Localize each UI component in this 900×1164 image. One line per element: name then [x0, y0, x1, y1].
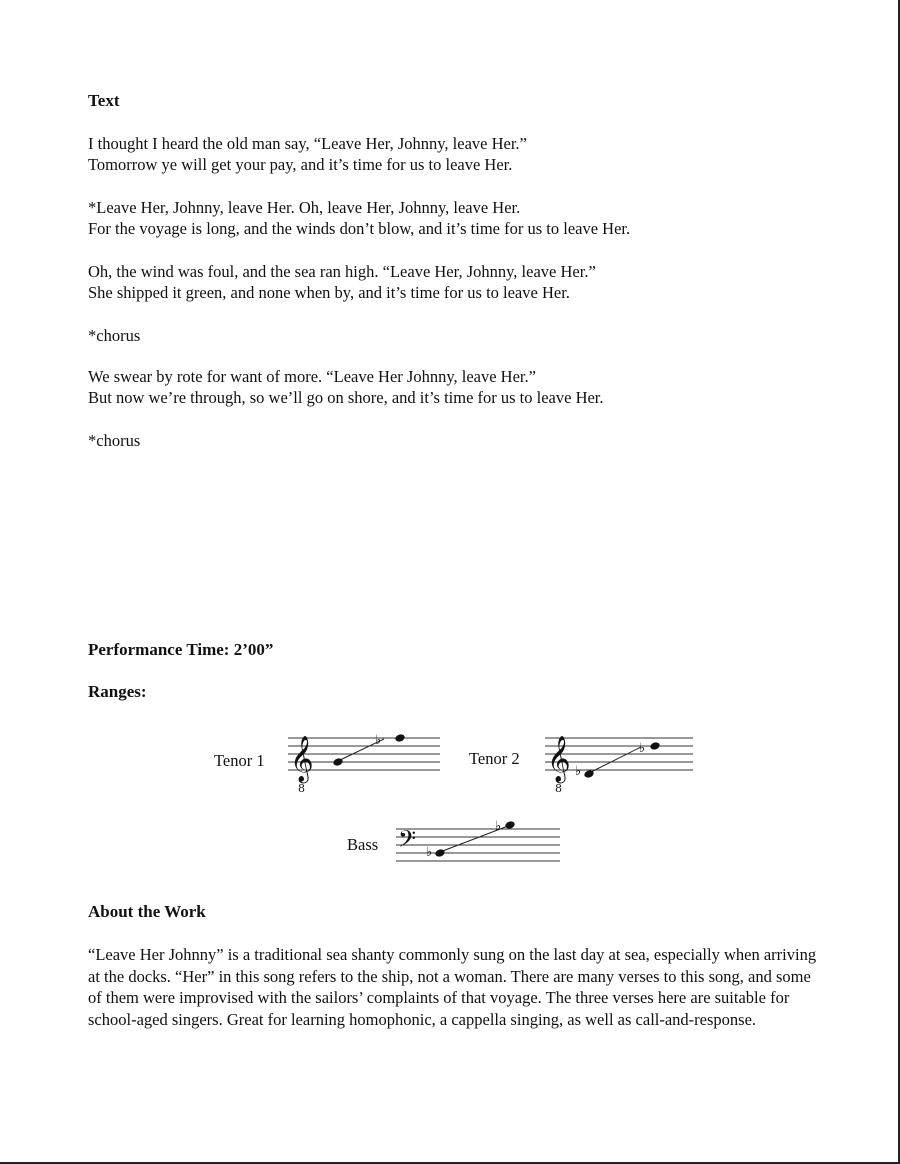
stanza-chorus	[88, 197, 630, 239]
range-label-tenor-2: Tenor 2	[469, 749, 520, 768]
range-label-bass: Bass	[347, 835, 379, 854]
flat-icon: ♭	[495, 819, 502, 834]
about-heading: About the Work	[88, 902, 206, 921]
range-slide-line	[589, 747, 641, 773]
performance-time: Performance Time: 2’00”	[88, 640, 274, 659]
flat-icon: ♭	[426, 845, 433, 860]
flat-icon: ♭	[375, 733, 382, 748]
chorus-marker-1	[88, 325, 140, 346]
stanza-3	[88, 366, 604, 408]
stanza-1	[88, 133, 527, 175]
flat-icon: ♭	[639, 741, 646, 756]
stanza-line: *chorus	[88, 431, 141, 450]
staff-tenor-1	[288, 722, 444, 796]
stanza-line: *Leave Her, Johnny, leave Her. Oh, leave Her, Johnny, leave Her.	[88, 198, 521, 217]
stanza-line: For the voyage is long, and the winds don’t blow, and it’s time for us to leave Her.	[88, 219, 631, 238]
note-high-icon	[649, 741, 660, 751]
octave-8-icon: 8	[298, 782, 305, 795]
note-high-icon	[504, 820, 515, 830]
staff-bass	[396, 810, 564, 870]
staff-tenor-2	[545, 722, 697, 796]
chorus-marker-2	[88, 430, 140, 451]
note-high-icon	[394, 733, 405, 743]
treble-clef-icon: 𝄞	[290, 736, 314, 782]
stanza-line: We swear by rote for want of more. “Leave Her Johnny, leave Her.”	[88, 367, 536, 386]
ranges-heading: Ranges:	[88, 682, 147, 701]
stanza-line: Tomorrow ye will get your pay, and it’s time for us to leave Her.	[88, 155, 513, 174]
text-heading: Text	[88, 91, 120, 110]
note-low-icon	[434, 848, 445, 858]
range-label-tenor-1: Tenor 1	[214, 751, 265, 770]
flat-icon: ♭	[575, 764, 582, 779]
stanza-line: *chorus	[88, 326, 141, 345]
stanza-2	[88, 261, 596, 303]
about-body: “Leave Her Johnny” is a traditional sea shanty commonly sung on the last day at sea, especially when arriving at the docks. “Her” in this song refers to the ship, not a woman. There are many verses to this song, and some of them were improvised with the sailors’ complaints of that voyage. The three verses here are suitable for school-aged singers. Great for learning homophonic, a cappella singing, as well as call-and-response.	[88, 945, 817, 1029]
stanza-line: Oh, the wind was foul, and the sea ran high. “Leave Her, Johnny, leave Her.”	[88, 262, 596, 281]
stanza-line: But now we’re through, so we’ll go on shore, and it’s time for us to leave Her.	[88, 388, 604, 407]
stanza-line: She shipped it green, and none when by, and it’s time for us to leave Her.	[88, 283, 570, 302]
treble-clef-icon: 𝄞	[547, 736, 571, 782]
octave-8-icon: 8	[555, 782, 562, 795]
stanza-line: I thought I heard the old man say, “Leave Her, Johnny, leave Her.”	[88, 134, 527, 153]
bass-clef-icon: 𝄢	[398, 825, 417, 858]
